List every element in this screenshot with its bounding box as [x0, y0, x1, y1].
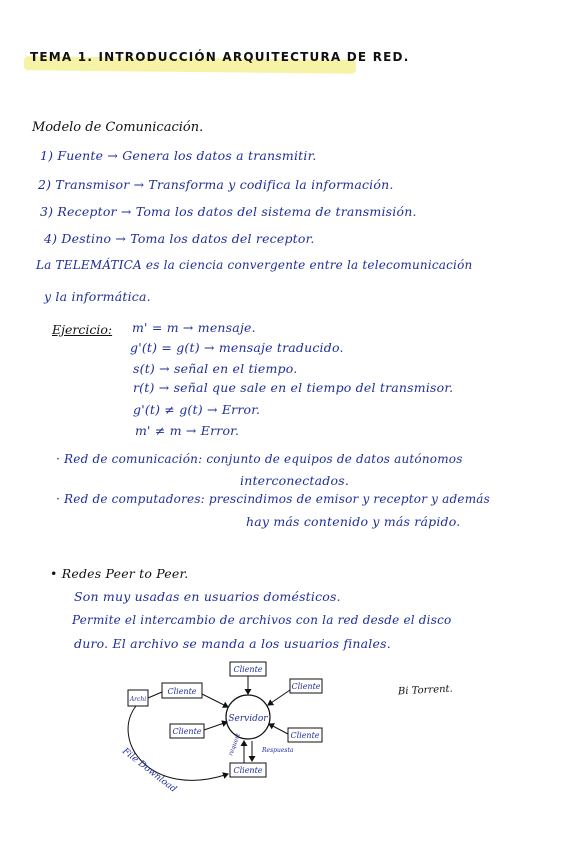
exercise-line: g'(t) ≠ g(t) → Error.: [133, 402, 261, 417]
respuesta-label: Respuesta: [262, 747, 294, 754]
exercise-line: m' ≠ m → Error.: [135, 423, 240, 438]
telematica-line: La TELEMÁTICA es la ciencia convergente entre la telecomunicación: [36, 258, 473, 272]
p2p-heading: • Redes Peer to Peer.: [50, 566, 189, 581]
p2p-line: Permite el intercambio de archivos con la red desde el disco: [72, 613, 452, 627]
client-node: [230, 662, 266, 676]
connection-arrow: [202, 694, 228, 707]
exercise-label: Ejercicio:: [52, 322, 113, 337]
archivo-node: [128, 690, 148, 706]
server-label: Servidor: [228, 714, 268, 724]
client-node: [290, 679, 322, 693]
model-item: 3) Receptor → Toma los datos del sistema de transmisión.: [40, 204, 417, 219]
exercise-line: s(t) → señal en el tiempo.: [133, 361, 298, 376]
connection-arrow: [269, 724, 288, 734]
model-item: 2) Transmisor → Transforma y codifica la información.: [38, 177, 394, 192]
page-title: TEMA 1. INTRODUCCIÓN ARQUITECTURA DE RED.: [30, 50, 410, 64]
definition-line: · Red de computadores: prescindimos de emisor y receptor y además: [56, 492, 490, 506]
connection-arrow: [268, 690, 290, 705]
client-node: [170, 724, 204, 738]
client-label: Cliente: [233, 766, 263, 775]
exercise-line: m' = m → mensaje.: [132, 320, 256, 335]
client-label: Cliente: [233, 665, 263, 674]
section-heading: Modelo de Comunicación.: [32, 120, 204, 135]
definition-line: · Red de comunicación: conjunto de equipos de datos autónomos: [56, 452, 463, 466]
definition-line: hay más contenido y más rápido.: [246, 514, 461, 529]
connection-arrow: [204, 722, 227, 730]
client-label: Cliente: [172, 727, 202, 736]
connection-line: [148, 692, 162, 698]
request-label: request: [227, 732, 242, 757]
client-label: Cliente: [291, 682, 321, 691]
client-node: [288, 728, 322, 742]
file-download-label: File Download: [120, 746, 179, 795]
telematica-line: y la informática.: [44, 289, 151, 304]
definition-line: interconectados.: [240, 473, 350, 488]
client-label: Cliente: [167, 687, 197, 696]
exercise-line: r(t) → señal que sale en el tiempo del transmisor.: [133, 380, 454, 395]
archivo-label: Archi: [129, 696, 147, 703]
p2p-line: duro. El archivo se manda a los usuarios finales.: [74, 636, 391, 651]
client-node: [162, 683, 202, 698]
client-node: [230, 763, 266, 777]
model-item: 4) Destino → Toma los datos del receptor.: [44, 231, 315, 246]
client-label: Cliente: [290, 731, 320, 740]
p2p-line: Son muy usadas en usuarios domésticos.: [74, 589, 341, 604]
exercise-line: g'(t) = g(t) → mensaje traducido.: [130, 340, 344, 355]
model-item: 1) Fuente → Genera los datos a transmitir.: [40, 148, 317, 163]
bittorrent-label: Bi Torrent.: [397, 683, 454, 698]
